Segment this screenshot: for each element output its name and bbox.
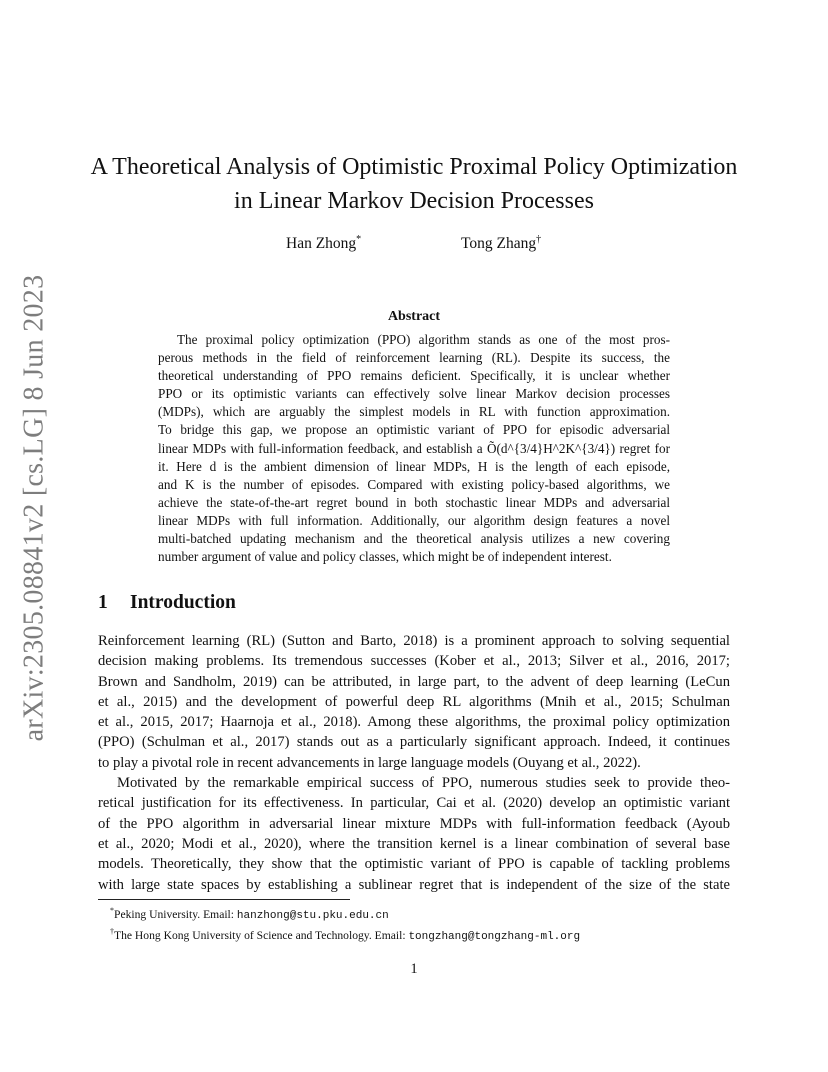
body-line: models. Theoretically, they show that the optimistic variant of PPO is capable of tackling problems [98, 856, 730, 873]
introduction-body [98, 631, 730, 895]
abstract-line: it. Here d is the ambient dimension of linear MDPs, H is the length of each episode, [158, 458, 670, 474]
body-line: Reinforcement learning (RL) (Sutton and Barto, 2018) is a prominent approach to solving sequential [98, 633, 730, 649]
footnote-2-text: The Hong Kong University of Science and Technology. Email: [114, 928, 409, 942]
footnote-2 [98, 924, 730, 945]
arxiv-id-text: arXiv:2305.08841v2 [cs.LG] 8 Jun 2023 [18, 274, 50, 742]
author-1 [286, 234, 361, 253]
author-1-mark: * [356, 234, 362, 245]
abstract-line: number argument of value and policy classes, which might be of independent interest. [158, 549, 612, 565]
abstract-line: linear MDPs with full-information feedback, and establish a Õ(d^{3/4}H^2K^{3/4}) regret for [158, 440, 670, 456]
body-line: Motivated by the remarkable empirical success of PPO, numerous studies seek to provide theo- [117, 775, 730, 792]
section-number: 1 [98, 592, 108, 613]
abstract-body [158, 331, 670, 566]
body-line: et al., 2020; Modi et al., 2020), where the transition kernel is a linear combination of several base [98, 835, 730, 852]
footnotes [98, 903, 730, 945]
author-2 [461, 234, 541, 253]
footnote-rule [98, 899, 350, 900]
body-line: et al., 2015, 2017; Haarnoja et al., 2018). Among these algorithms, the proximal policy optimization [98, 714, 730, 731]
abstract-line: multi-batched updating mechanism and the theoretical analysis utilizes a new covering [158, 531, 670, 547]
body-line: Brown and Sandholm, 2019) can be attributed, in large part, to the advent of deep learning (LeCun [98, 673, 730, 690]
page-number: 1 [410, 961, 418, 977]
paper-title [60, 150, 768, 218]
author-2-name: Tong Zhang [461, 235, 537, 253]
author-2-mark: † [536, 234, 542, 245]
abstract-line: linear MDPs with full information. Additionally, our algorithm design features a novel [158, 512, 670, 528]
abstract-line: perous methods in the field of reinforcement learning (RL). Despite its success, the [158, 350, 670, 366]
abstract-line: (MDPs), which are arguably the simplest models in RL with function approximation. [158, 404, 670, 420]
body-line: decision making problems. Its tremendous successes (Kober et al., 2013; Silver et al., 2016, 2017; [98, 653, 730, 670]
body-line: of the PPO algorithm in adversarial linear mixture MDPs with full-information feedback (Ayoub [98, 815, 730, 832]
footnote-1-mark: * [110, 906, 114, 915]
title-line-1: A Theoretical Analysis of Optimistic Proximal Policy Optimization [90, 154, 738, 180]
footnote-1-email[interactable]: hanzhong@stu.pku.edu.cn [236, 909, 389, 922]
footnote-2-email[interactable]: tongzhang@tongzhang-ml.org [408, 930, 581, 943]
arxiv-identifier-stamp [14, 274, 54, 742]
title-line-2: in Linear Markov Decision Processes [234, 188, 594, 214]
body-line: with large state spaces by establishing a sublinear regret that is independent of the size of the state [98, 876, 730, 893]
abstract-line: and K is the number of episodes. Compared with existing policy-based algorithms, we [158, 476, 670, 492]
abstract-line: The proximal policy optimization (PPO) algorithm stands as one of the most pros- [177, 332, 670, 347]
section-heading-introduction [98, 592, 236, 614]
body-line: et al., 2015) and the development of powerful deep RL algorithms (Mnih et al., 2015; Schulman [98, 693, 730, 710]
footnote-2-mark: † [110, 926, 114, 936]
author-1-name: Han Zhong [286, 235, 357, 253]
abstract-line: theoretical understanding of PPO remains deficient. Specifically, it is unclear whether [158, 368, 670, 384]
section-title: Introduction [130, 592, 236, 613]
abstract-line: PPO or its optimistic variants can effectively solve linear Markov decision processes [158, 386, 670, 402]
footnote-1 [98, 903, 730, 924]
body-line: to play a pivotal role in recent advancements in large language models (Ouyang et al., 2022). [98, 754, 641, 771]
body-line: (PPO) (Schulman et al., 2017) stands out as a particularly significant approach. Indeed, it continues [98, 734, 730, 751]
footnote-1-text: Peking University. Email: [114, 907, 237, 921]
abstract-line: To bridge this gap, we propose an optimistic variant of PPO for episodic adversarial [158, 422, 670, 438]
abstract-line: achieve the state-of-the-art regret bound in both stochastic linear MDPs and adversarial [158, 494, 670, 510]
abstract-heading: Abstract [387, 309, 441, 324]
body-line: retical justification for its effectiveness. In particular, Cai et al. (2020) develop an optimistic variant [98, 795, 730, 812]
